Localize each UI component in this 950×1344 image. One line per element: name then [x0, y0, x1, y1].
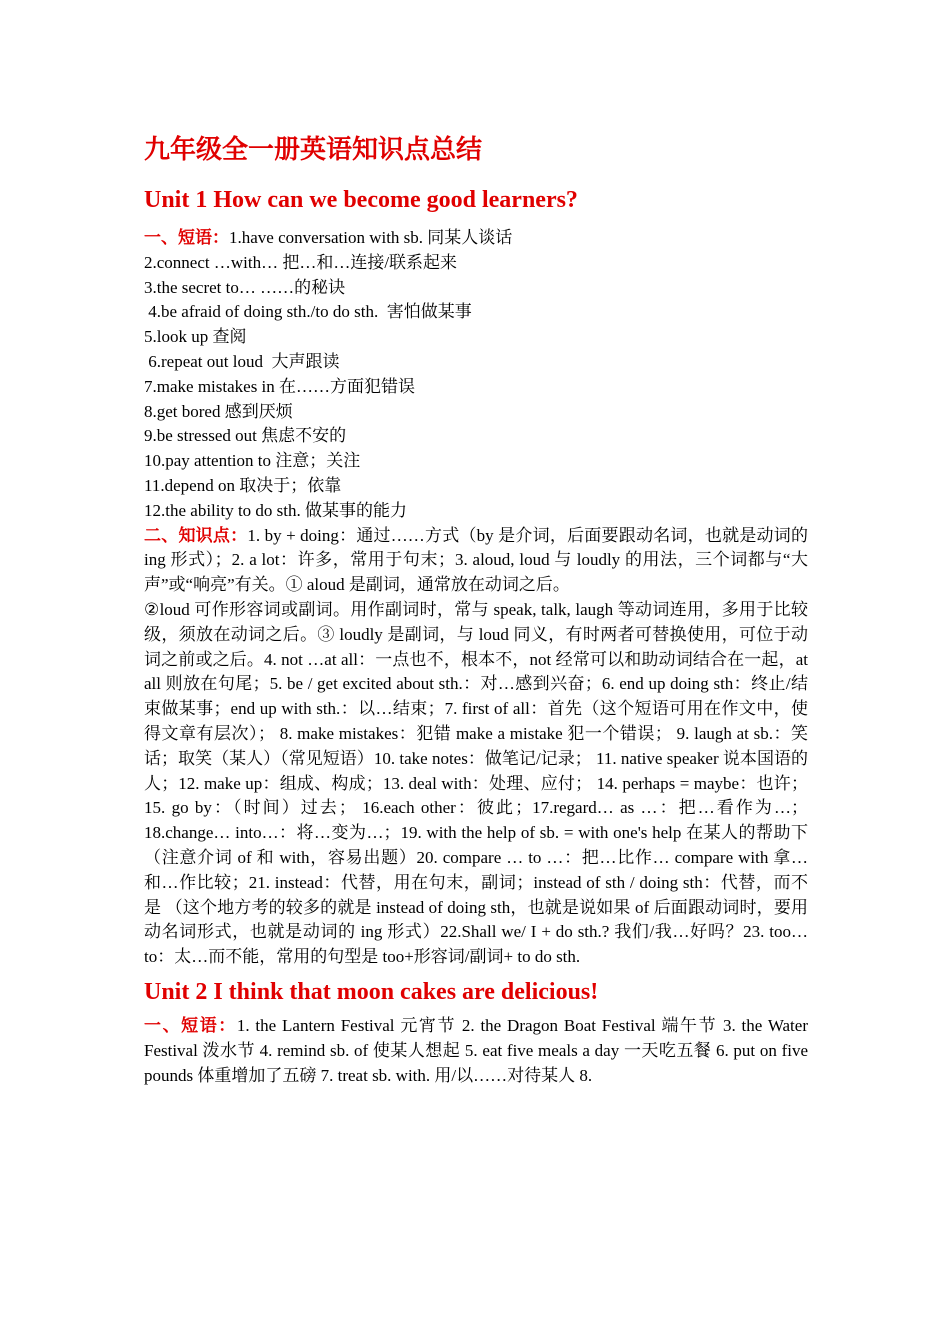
unit1-points-label: 二、知识点：: [144, 525, 248, 545]
unit1-phrase: 10.pay attention to 注意；关注: [144, 451, 361, 471]
unit2-phrases-text: 1. the Lantern Festival 元宵节 2. the Dragon Boat Festival 端午节 3. the Water Festival 泼水节 4. remind sb. of 使某人想起 5. eat five meals a day 一天吃五餐 6. put on five pounds 体重增加了五磅 7. treat sb. with. 用/以……对待某人 8.: [144, 1015, 808, 1085]
unit1-heading: Unit 1 How can we become good learners?: [144, 187, 578, 213]
unit1-points-text: 1. by + doing：通过……方式（by 是介词，后面要跟动名词，也就是动词的 ing 形式）；2. a lot：许多，常用于句末；3. aloud, loud 与 loudly 的用法，三个词都与“大声”或“响亮”有关。① aloud 是副词，通常放在动词之后。: [144, 525, 809, 595]
unit1-phrase: 6.repeat out loud 大声跟读: [144, 351, 340, 371]
unit1-phrase: 4.be afraid of doing sth./to do sth. 害怕做某事: [144, 302, 472, 322]
unit1-phrase: 11.depend on 取决于；依靠: [144, 475, 342, 495]
unit2-phrases-label: 一、短语：: [144, 1015, 237, 1035]
unit1-phrase: 2.connect …with… 把…和…连接/联系起来: [144, 252, 458, 272]
unit1-phrase: 5.look up 查阅: [144, 327, 247, 347]
unit1-phrase: 9.be stressed out 焦虑不安的: [144, 426, 347, 446]
unit1-phrase: 3.the secret to… ……的秘诀: [144, 277, 346, 297]
unit1-phrase: 1.have conversation with sb. 同某人谈话: [229, 228, 513, 247]
page-title: 九年级全一册英语知识点总结: [144, 135, 483, 165]
unit1-points-continued: ②loud 可作形容词或副词。用作副词时，常与 speak, talk, laugh 等动词连用，多用于比较级，须放在动词之后。③ loudly 是副词，与 loud 同义，有时两者可替换使用，可位于动词之前或之后。4. not …at all：一点也不，根本不，not 经常可以和助动词结合在一起，at all 则放在句尾；5. be / get excited about sth.：对…感到兴奋；6. end up doing sth：终止/结束做某事；end up with sth.：以…结束；7. first of all：首先（这个短语可用在作文中，使得文章有层次）； 8. make mistakes：犯错 make a mistake 犯一个错误； 9. laugh at sb.：笑话；取笑（某人）（常见短语）10. take notes：做笔记/记录； 11. native speaker 说本国语的人；12. make up：组成、构成；13. deal with：处理、应付； 14. perhaps = maybe：也许；15. go by：（时间）过去； 16.each other：彼此；17.regard… as …：把…看作为…； 18.change… into…：将…变为…；19. with the help of sb. = with one's help 在某人的帮助下（注意介词 of 和 with，容易出题）20. compare … to …：把…比作… compare with 拿…和…作比较；21. instead：代替，用在句末，副词；instead of sth / doing sth：代替，而不是 （这个地方考的较多的就是 instead of doing sth，也就是说如果 of 后面跟动词时，要用动名词形式，也就是动词的 ing 形式）22.Shall we/ I + do sth.? 我们/我…好吗？23. too…to：太…而不能，常用的句型是 too+形容词/副词+ to do sth.: [144, 599, 808, 967]
unit2-phrases: [144, 1014, 808, 1088]
unit1-phrase: 8.get bored 感到厌烦: [144, 401, 293, 421]
unit1-phrase: 7.make mistakes in 在……方面犯错误: [144, 376, 416, 396]
unit1-points: [144, 524, 808, 598]
unit2-heading: Unit 2 I think that moon cakes are delicious!: [144, 978, 599, 1005]
unit1-phrase-line: [144, 226, 808, 251]
document-body: [144, 130, 808, 1088]
unit1-phrases-label: 一、短语：: [144, 228, 229, 247]
unit1-phrase: 12.the ability to do sth. 做某事的能力: [144, 500, 408, 520]
